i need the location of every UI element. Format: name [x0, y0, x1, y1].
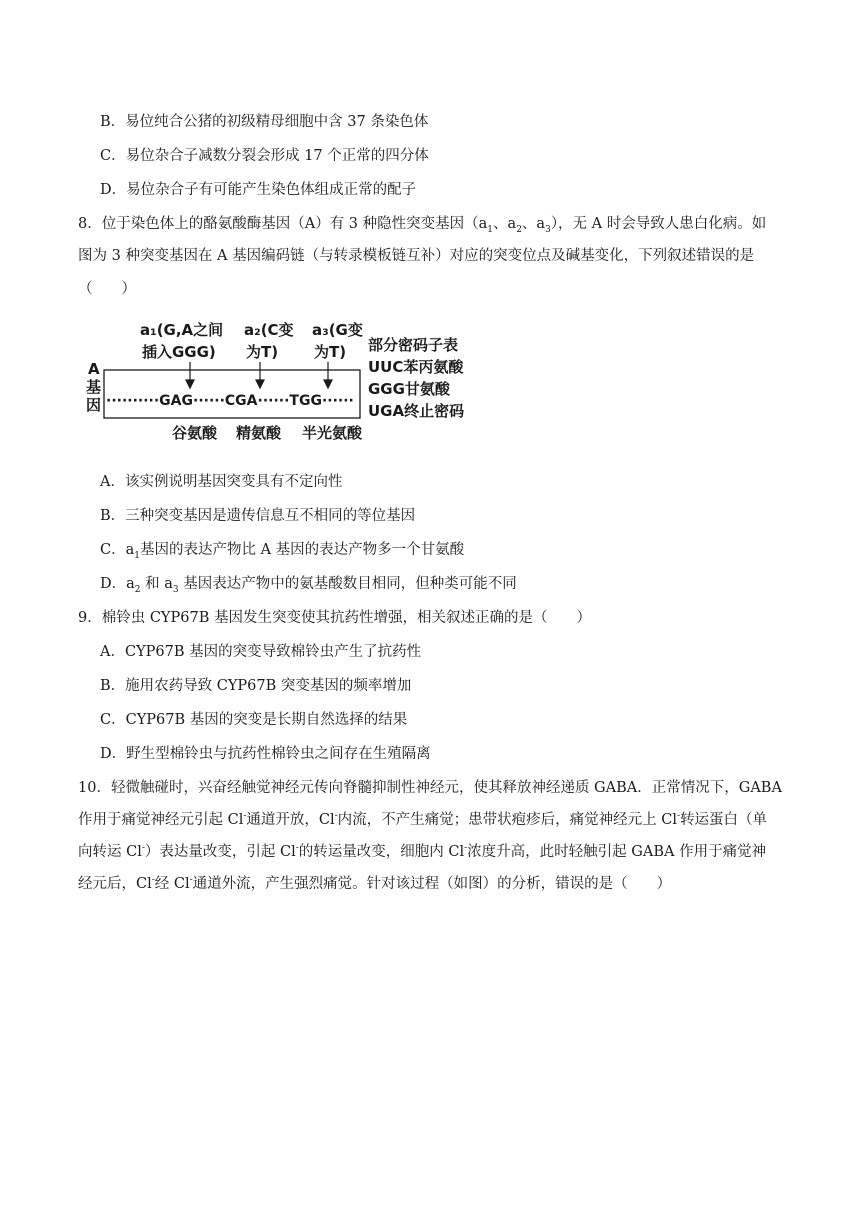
gene-label-a: A [88, 360, 100, 378]
a2-arrowhead [256, 380, 264, 388]
q8-stem-line2: 图为 3 种突变基因在 A 基因编码链（与转录模板链互补）对应的突变位点及碱基变化，下列叙述错误的是 [78, 248, 755, 264]
gene-mutation-figure [84, 318, 484, 448]
codon-table-row1: UUC苯丙氨酸 [368, 358, 464, 376]
aa-arginine: 精氨酸 [236, 424, 282, 442]
a2-label-top: a₂(C变 [244, 321, 294, 339]
q8-option-a: A．该实例说明基因突变具有不定向性 [100, 474, 343, 490]
q8-option-d: D．$a_2$ 和 $a_3$ 基因表达产物中的氨基酸数目相同，但种类可能不同 [100, 576, 517, 595]
q7-option-b: B．易位纯合公猪的初级精母细胞中含 37 条染色体 [100, 114, 429, 130]
a3-label-top: a₃(G变 [312, 321, 363, 339]
q10-line2: 作用于痛觉神经元引起 Cl-通道开放，Cl-内流，不产生痛觉；患带状疱疹后，痛觉神经元上 Cl-转运蛋白（单 [78, 811, 768, 828]
aa-cysteine: 半光氨酸 [302, 424, 363, 442]
q9-option-b: B．施用农药导致 CYP67B 突变基因的频率增加 [100, 678, 412, 694]
q8-stem-line3: （ ） [78, 281, 136, 297]
gene-sequence: ··········GAG······CGA······TGG······ [106, 393, 354, 409]
q8-stem-line1: 8．位于染色体上的酪氨酸酶基因（A）有 3 种隐性突变基因（$a_1$、$a_2$、$a_3$），无 A 时会导致人患白化病。如 [78, 216, 767, 235]
aa-glutamate: 谷氨酸 [172, 424, 218, 442]
a3-label-bottom: 为T) [314, 343, 347, 361]
q8-option-b: B．三种突变基因是遗传信息互不相同的等位基因 [100, 508, 416, 524]
gene-label-yin: 因 [86, 396, 102, 414]
q9-option-a: A．CYP67B 基因的突变导致棉铃虫产生了抗药性 [100, 644, 422, 660]
q10-line1: 10．轻微触碰时，兴奋经触觉神经元传向脊髓抑制性神经元，使其释放神经递质 GABA．正常情况下，GABA [78, 780, 782, 796]
a1-label-top: a₁(G,A之间 [140, 321, 224, 339]
q9-option-d: D．野生型棉铃虫与抗药性棉铃虫之间存在生殖隔离 [100, 746, 431, 762]
a3-arrowhead [324, 380, 332, 388]
a2-label-bottom: 为T) [246, 343, 279, 361]
codon-table-title: 部分密码子表 [368, 336, 459, 354]
gene-label-ji: 基 [86, 378, 102, 396]
mutation-arrows [186, 362, 332, 388]
codon-table-row3: UGA终止密码 [368, 402, 465, 420]
q7-option-c: C．易位杂合子减数分裂会形成 17 个正常的四分体 [100, 148, 429, 164]
q7-option-d: D．易位杂合子有可能产生染色体组成正常的配子 [100, 182, 417, 198]
q10-line3: 向转运 Cl-）表达量改变，引起 Cl-的转运量改变，细胞内 Cl-浓度升高，此时轻触引起 GABA 作用于痛觉神 [78, 843, 767, 860]
a1-arrowhead [186, 380, 194, 388]
codon-table-row2: GGG甘氨酸 [368, 380, 450, 398]
a1-label-bottom: 插入GGG) [142, 343, 216, 361]
q8-option-c: C．$a_1$基因的表达产物比 A 基因的表达产物多一个甘氨酸 [100, 542, 465, 561]
q9-option-c: C．CYP67B 基因的突变是长期自然选择的结果 [100, 712, 408, 728]
q9-stem: 9．棉铃虫 CYP67B 基因发生突变使其抗药性增强，相关叙述正确的是（ ） [78, 610, 591, 626]
q10-line4: 经元后，Cl-经 Cl-通道外流，产生强烈痛觉。针对该过程（如图）的分析，错误的是（ ） [78, 875, 672, 892]
